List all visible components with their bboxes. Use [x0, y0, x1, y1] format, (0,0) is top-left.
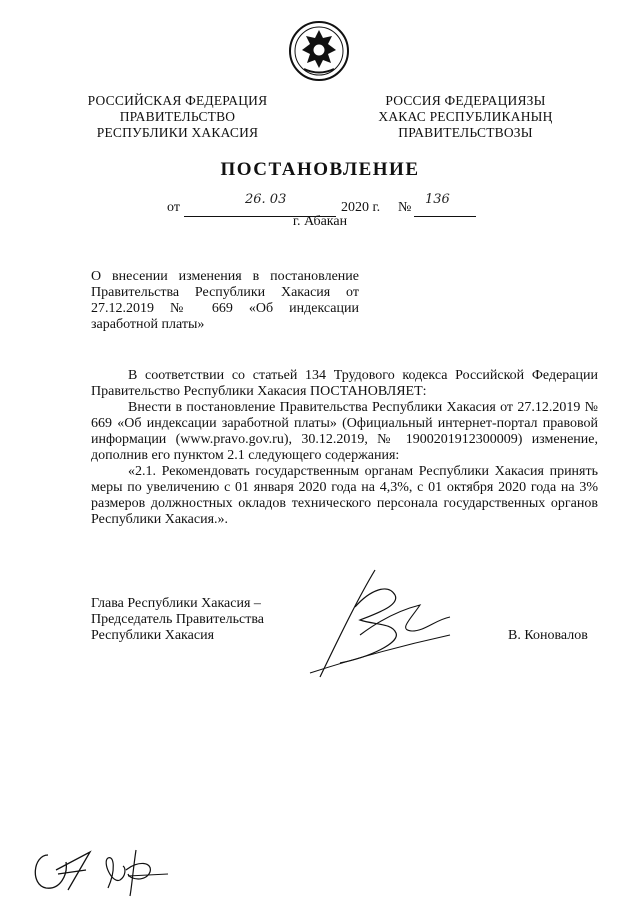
header-left-line-3: РЕСПУБЛИКИ ХАКАСИЯ: [96, 125, 259, 140]
handwritten-date: 26. 03: [245, 192, 287, 207]
body-paragraph: В соответствии со статьей 134 Трудового кодекса Российской Федерации Правительство Республики Хакасия ПОСТАНОВЛЯЕТ:: [91, 368, 598, 399]
date-year: 2020 г.: [341, 200, 381, 215]
document-subject: О внесении изменения в постановление Правительства Республики Хакасия от 27.12.2019 № 669 «Об индексации заработной платы»: [91, 269, 359, 332]
signer-position: [91, 596, 291, 644]
handwritten-number: 136: [425, 192, 450, 207]
header-right-line-1: РОССИЯ ФЕДЕРАЦИЯЗЫ: [385, 93, 546, 108]
coat-of-arms-icon: [288, 20, 350, 82]
signer-position-line-3: Республики Хакасия: [91, 628, 215, 643]
handwritten-initials-icon: [28, 840, 178, 898]
signer-position-line-1: Глава Республики Хакасия –: [91, 596, 261, 611]
header-khakas: [378, 93, 553, 141]
header-right-line-2: ХАКАС РЕСПУБЛИКАНЫҢ: [378, 109, 553, 124]
date-from-label: от: [167, 200, 180, 215]
signature-icon: [300, 565, 470, 685]
number-label: №: [398, 200, 412, 215]
header-left-line-1: РОССИЙСКАЯ ФЕДЕРАЦИЯ: [87, 93, 268, 108]
signer-name: В. Коновалов: [508, 628, 588, 643]
document-body: [91, 368, 598, 528]
body-paragraph: Внести в постановление Правительства Республики Хакасия от 27.12.2019 № 669 «Об индексации заработной платы» (Официальный интернет-портал правовой информации (www.pravo.gov.ru), 30.12.2019, № 1900201912300009) изменение, дополнив его пунктом 2.1 следующего содержания:: [91, 400, 598, 463]
document-title: ПОСТАНОВЛЕНИЕ: [220, 159, 420, 180]
header-left-line-2: ПРАВИТЕЛЬСТВО: [119, 109, 236, 124]
signer-position-line-2: Председатель Правительства: [91, 612, 264, 627]
header-right-line-3: ПРАВИТЕЛЬСТВОЗЫ: [398, 125, 533, 140]
city: г. Абакан: [292, 214, 348, 229]
body-paragraph: «2.1. Рекомендовать государственным органам Республики Хакасия принять меры по увеличению с 01 января 2020 года на 4,3%, с 01 октября 2020 года на 3% размеров должностных окладов технического персонала государственных органов Республики Хакасия.».: [91, 464, 598, 527]
header-russian: [80, 93, 275, 141]
